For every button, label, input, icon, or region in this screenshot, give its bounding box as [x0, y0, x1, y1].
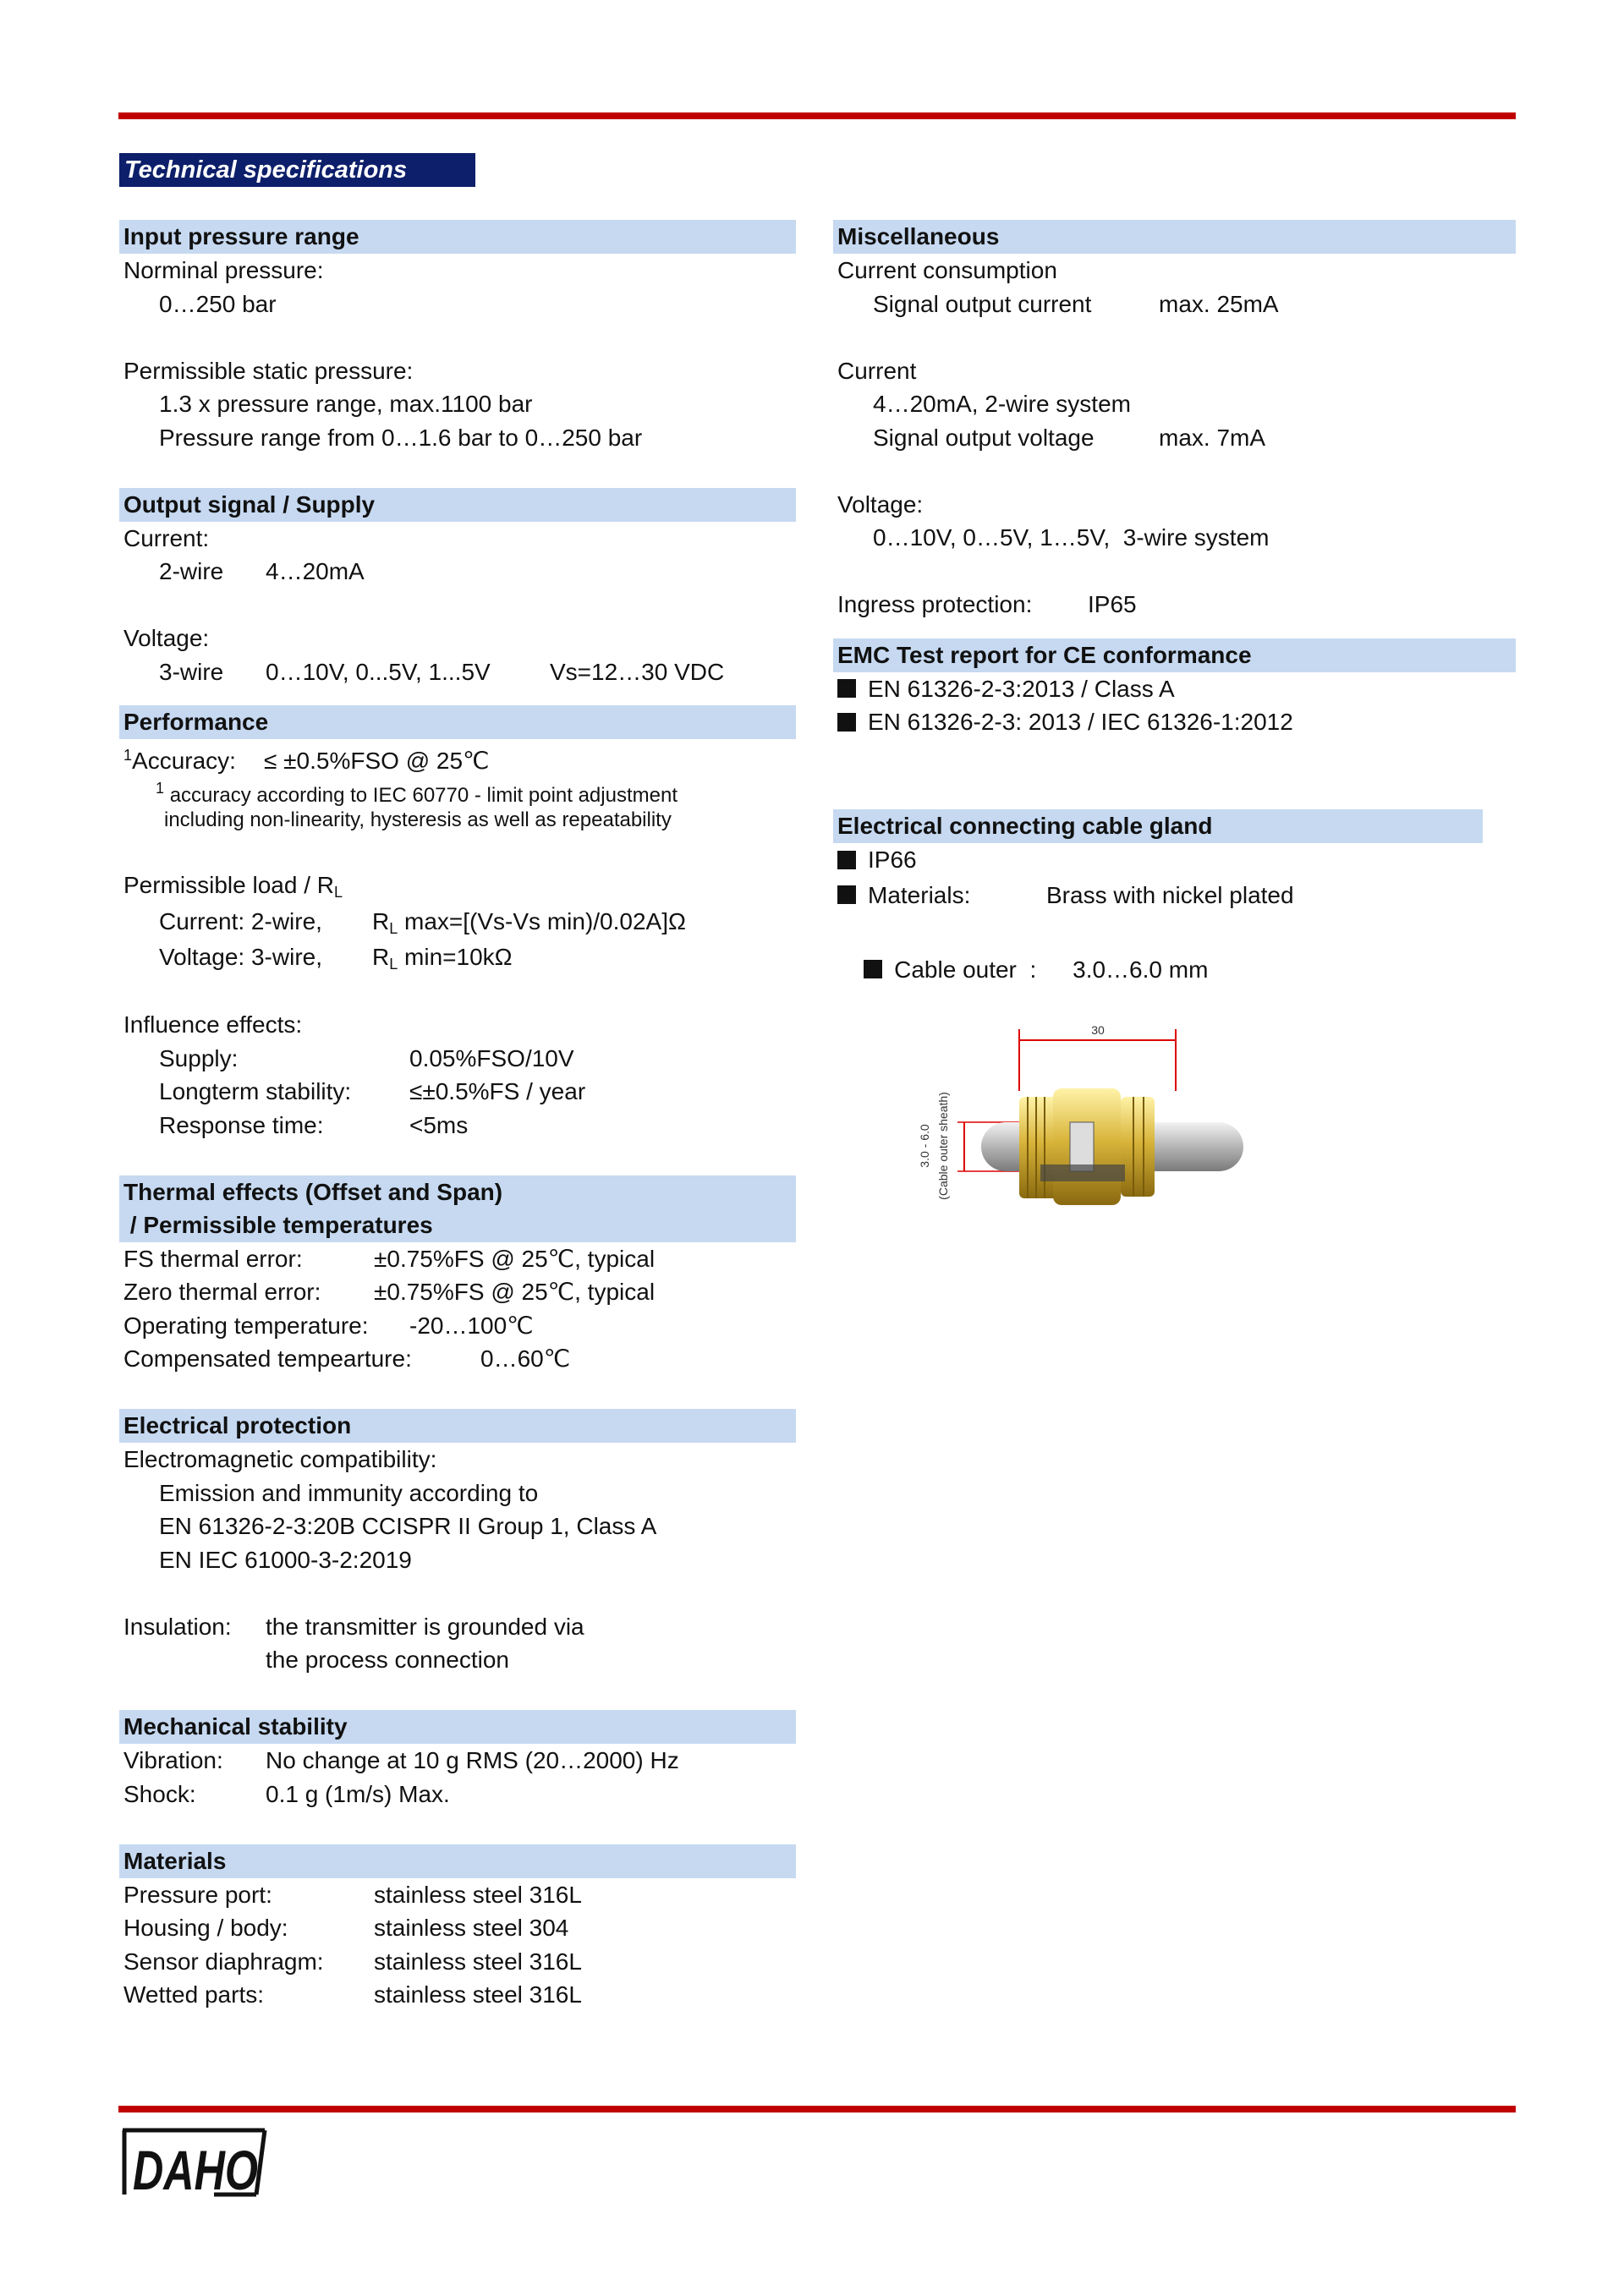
- output-voltage-supply: Vs=12…30 VDC: [550, 658, 725, 685]
- note-footnote-mark: 1: [156, 779, 165, 797]
- section-title-thermal: Thermal effects (Offset and Span) / Permissible temperatures: [119, 1175, 796, 1242]
- section-title-miscellaneous: Miscellaneous: [833, 220, 1516, 254]
- bottom-rule: [118, 2106, 1516, 2112]
- nominal-pressure-value: 0…250 bar: [159, 290, 277, 317]
- signal-voltage-label: Signal output voltage: [873, 424, 1095, 451]
- cable-gland-figure: [880, 1019, 1252, 1218]
- section-title-materials: Materials: [119, 1844, 796, 1878]
- square-bullet-icon: [837, 679, 856, 698]
- shock-row: [119, 1778, 796, 1811]
- zero-thermal-row: [119, 1275, 796, 1309]
- square-bullet-icon: [837, 885, 856, 904]
- gland-shadow-shape: [1040, 1164, 1125, 1181]
- top-rule: [118, 112, 1516, 119]
- insulation-row: [119, 1610, 796, 1644]
- section-title-output-signal: Output signal / Supply: [119, 488, 796, 522]
- output-voltage-range: 0…10V, 0...5V, 1...5V: [266, 658, 491, 685]
- permissible-load-label: Permissible load / $R_L$: [123, 872, 343, 901]
- stability-row: [119, 1075, 796, 1109]
- stability-label: Longterm stability:: [159, 1078, 352, 1104]
- load-voltage-row: Voltage: 3-wire, $R_L$ min=10kΩ: [119, 939, 796, 975]
- section-title-electrical-protection: Electrical protection: [119, 1409, 796, 1443]
- left-column: [119, 220, 796, 2012]
- misc-current-label: Current: [837, 357, 917, 384]
- misc-current-system: 4…20mA, 2-wire system: [873, 391, 1131, 417]
- output-voltage-wire: 3-wire: [159, 658, 224, 685]
- section-title-cable-gland: Electrical connecting cable gland: [833, 809, 1483, 843]
- signal-current-label: Signal output current: [873, 290, 1092, 317]
- static-pressure-label: Permissible static pressure:: [123, 357, 414, 384]
- insulation-label: Insulation:: [123, 1613, 232, 1640]
- output-current-range: 4…20mA: [266, 558, 365, 584]
- insulation-line-2: the process connection: [266, 1647, 509, 1673]
- misc-voltage-system: 0…10V, 0…5V, 1…5V, 3-wire system: [873, 524, 1270, 551]
- load-voltage-label: Voltage: 3-wire,: [159, 943, 322, 970]
- fs-thermal-label: FS thermal error:: [123, 1245, 303, 1272]
- response-label: Response time:: [159, 1111, 324, 1138]
- ingress-label: Ingress protection:: [837, 591, 1033, 617]
- gland-materials-value: Brass with nickel plated: [1046, 881, 1294, 908]
- load-current-label: Current: 2-wire,: [159, 907, 322, 934]
- gland-ip: IP66: [868, 847, 917, 873]
- signal-current-row: [833, 288, 1516, 321]
- gland-cap-shape: [1121, 1097, 1155, 1197]
- signal-voltage-row: [833, 421, 1516, 455]
- output-current-row: [119, 555, 796, 589]
- material-row: Sensor diaphragm: stainless steel 316L: [123, 1948, 582, 1975]
- ingress-value: IP65: [1088, 591, 1137, 617]
- square-bullet-icon: [837, 851, 856, 869]
- accuracy-row: [119, 739, 796, 773]
- output-voltage-label: Voltage:: [123, 625, 210, 651]
- misc-voltage-label: Voltage:: [837, 490, 924, 518]
- accuracy-note-line-1: $^1$ accuracy according to IEC 60770 - limit point adjustment: [156, 779, 678, 807]
- output-current-label: Current:: [123, 524, 210, 551]
- square-bullet-icon: [864, 960, 882, 978]
- figure-range-label: 3.0 - 6.0: [918, 1124, 931, 1168]
- load-voltage-value: min=10kΩ: [398, 943, 513, 970]
- nominal-pressure-label: Norminal pressure:: [123, 257, 324, 283]
- fs-thermal-row: [119, 1242, 796, 1276]
- emc-label: Electromagnetic compatibility:: [123, 1446, 437, 1472]
- material-row: Pressure port: stainless steel 316L: [123, 1881, 582, 1908]
- compensated-temp-value: 0…60℃: [480, 1345, 571, 1372]
- daho-logo: [121, 2127, 282, 2200]
- gland-seal-shape: [1070, 1122, 1094, 1171]
- zero-thermal-value: ±0.75%FS @ 25℃, typical: [374, 1279, 656, 1305]
- current-consumption-label: Current consumption: [837, 257, 1057, 283]
- gland-materials-row: [833, 877, 1516, 914]
- zero-thermal-label: Zero thermal error:: [123, 1279, 321, 1305]
- emc-item: EN 61326-2-3: 2013 / IEC 61326-1:2012: [833, 705, 1516, 739]
- section-title-input-pressure: Input pressure range: [119, 220, 796, 254]
- operating-temp-value: -20…100℃: [409, 1312, 534, 1339]
- emc-item: EN 61326-2-3:2013 / Class A: [833, 672, 1516, 706]
- signal-voltage-value: max. 7mA: [1159, 424, 1266, 451]
- figure-caption: (Cable outer sheath): [936, 1092, 950, 1200]
- operating-temp-row: [119, 1309, 796, 1343]
- stability-value: ≤±0.5%FS / year: [409, 1078, 586, 1104]
- right-column: [833, 220, 1516, 983]
- material-row: Wetted parts: stainless steel 316L: [123, 1981, 582, 2008]
- signal-current-value: max. 25mA: [1159, 290, 1279, 317]
- response-row: [119, 1109, 796, 1143]
- output-current-wire: 2-wire: [159, 558, 224, 584]
- shock-label: Shock:: [123, 1780, 196, 1807]
- gland-materials-label: Materials:: [868, 881, 971, 908]
- compensated-temp-row: [119, 1342, 796, 1376]
- accuracy-label: Accuracy:: [132, 748, 236, 774]
- gland-cable-value: 3.0…6.0 mm: [1073, 956, 1209, 983]
- fs-thermal-value: ±0.75%FS @ 25℃, typical: [374, 1245, 656, 1272]
- emc-line-3: EN IEC 61000-3-2:2019: [159, 1546, 412, 1573]
- supply-row: [119, 1042, 796, 1076]
- influence-effects-label: Influence effects:: [123, 1011, 303, 1038]
- section-title-mechanical: Mechanical stability: [119, 1710, 796, 1744]
- emc-line-2: EN 61326-2-3:20B CCISPR II Group 1, Class A: [159, 1513, 657, 1539]
- gland-ip-row: [833, 843, 1516, 877]
- static-pressure-line-1: 1.3 x pressure range, max.1100 bar: [159, 391, 533, 417]
- supply-value: 0.05%FSO/10V: [409, 1044, 574, 1071]
- accuracy-note-line-2: including non-linearity, hysteresis as well as repeatability: [164, 808, 672, 831]
- supply-label: Supply:: [159, 1044, 239, 1071]
- emc-line-1: Emission and immunity according to: [159, 1479, 539, 1506]
- ingress-row: [833, 588, 1516, 622]
- shock-value: 0.1 g (1m/s) Max.: [266, 1780, 450, 1807]
- section-title-performance: Performance: [119, 705, 796, 739]
- material-row: Housing / body: stainless steel 304: [123, 1915, 569, 1941]
- figure-dimension-label: 30: [1091, 1023, 1105, 1037]
- insulation-line-1: the transmitter is grounded via: [266, 1613, 584, 1640]
- load-current-value: max=[(Vs-Vs min)/0.02A]Ω: [398, 907, 686, 934]
- page-title: Technical specifications: [119, 153, 475, 187]
- static-pressure-line-2: Pressure range from 0…1.6 bar to 0…250 bar: [159, 424, 643, 451]
- vibration-row: [119, 1744, 796, 1778]
- operating-temp-label: Operating temperature:: [123, 1312, 369, 1339]
- response-value: <5ms: [409, 1111, 469, 1138]
- load-current-row: Current: 2-wire, $R_L$ max=[(Vs-Vs min)/0.02A]Ω: [119, 902, 796, 939]
- square-bullet-icon: [837, 713, 856, 732]
- vibration-value: No change at 10 g RMS (20…2000) Hz: [266, 1747, 679, 1773]
- output-voltage-row: [119, 655, 796, 689]
- gland-cable-label: Cable outer :: [894, 956, 1037, 983]
- section-title-emc-report: EMC Test report for CE conformance: [833, 638, 1516, 672]
- accuracy-value: ≤ ±0.5%FSO @ 25℃: [264, 748, 490, 774]
- compensated-temp-label: Compensated tempearture:: [123, 1345, 412, 1372]
- gland-cable-row: [833, 914, 1516, 983]
- logo-text: DAHO: [133, 2139, 258, 2200]
- vibration-label: Vibration:: [123, 1747, 223, 1773]
- accuracy-footnote-mark: 1: [123, 747, 133, 764]
